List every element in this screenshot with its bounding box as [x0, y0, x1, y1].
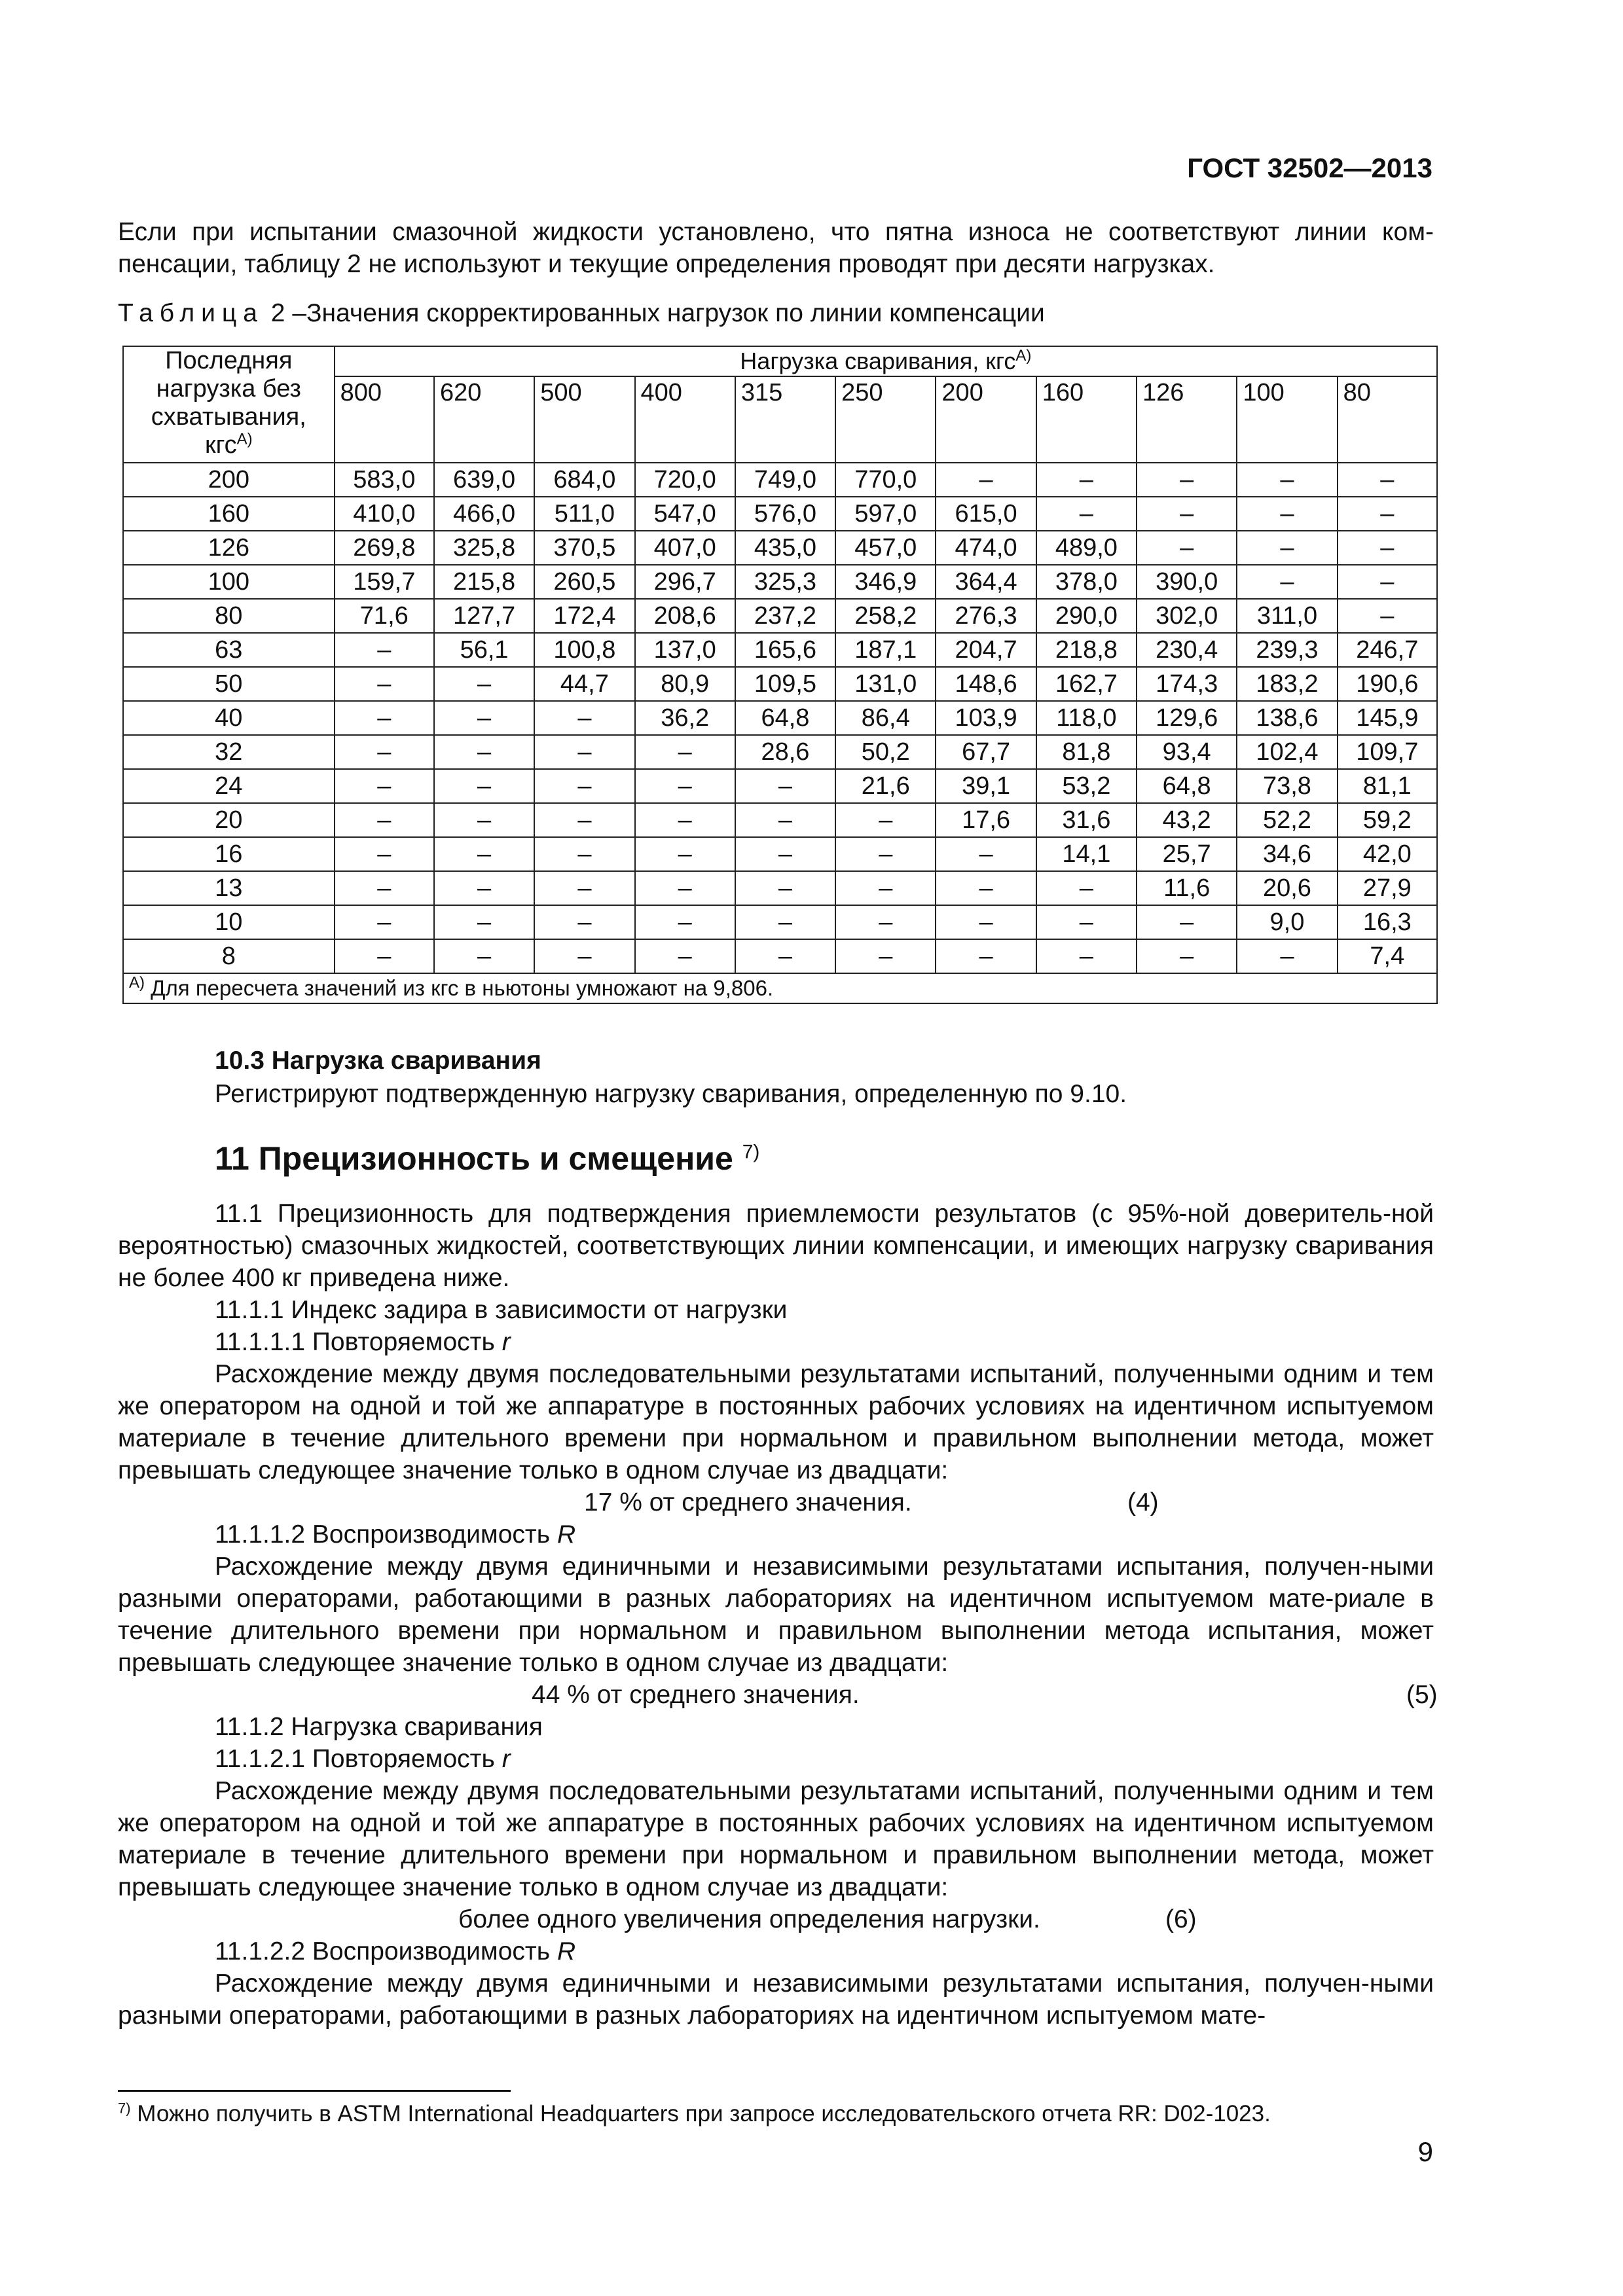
table-cell: 165,6 [735, 633, 835, 667]
row-last-load-cell: 10 [123, 905, 335, 939]
section-11-heading-text: 11 Прецизионность и смещение [215, 1140, 733, 1177]
table-cell: 378,0 [1036, 565, 1137, 599]
table-cell: 174,3 [1137, 667, 1237, 701]
table-cell: – [335, 735, 434, 769]
table-cell: – [534, 769, 634, 803]
table-caption-word: Таблица [118, 299, 264, 327]
table-cell: – [735, 939, 835, 973]
table-cell: – [434, 939, 534, 973]
col-header-last-load-sup: А) [236, 430, 253, 448]
table-cell: 138,6 [1237, 701, 1337, 735]
table-cell: 100,8 [534, 633, 634, 667]
row-last-load-cell: 20 [123, 803, 335, 837]
table-cell: 7,4 [1338, 939, 1437, 973]
table-cell: 102,4 [1237, 735, 1337, 769]
table-cell: 127,7 [434, 599, 534, 633]
row-last-load-cell: 8 [123, 939, 335, 973]
table-cell: 597,0 [835, 497, 936, 531]
table-cell: 17,6 [936, 803, 1036, 837]
formula-6-number: (6) [1165, 1905, 1197, 1933]
table-cell: 162,7 [1036, 667, 1137, 701]
table-cell: 639,0 [434, 463, 534, 497]
table-row [123, 939, 1437, 973]
table-cell: 246,7 [1338, 633, 1437, 667]
table-cell: 511,0 [534, 497, 634, 531]
table-cell: 276,3 [936, 599, 1036, 633]
table-cell: 325,3 [735, 565, 835, 599]
table-cell: – [335, 633, 434, 667]
paragraph-11-1-2-1 [215, 1743, 1434, 1775]
table-cell: – [1237, 463, 1337, 497]
load-header-cell: 800 [335, 376, 434, 463]
row-last-load-cell: 50 [123, 667, 335, 701]
repeatability-text-1: Расхождение между двумя последовательными результатами испытаний, полученными одним и тем же оператором на одной и той же аппаратуре в постоянных рабочих условиях на идентичном испытуемом материале в течение длительного времени при нормальном и правильном выполнении метода, может превышать следующее значение только в одном случае из двадцати: [118, 1360, 1434, 1484]
table-cell: – [1338, 463, 1437, 497]
row-last-load-cell: 126 [123, 531, 335, 565]
table-cell: – [335, 837, 434, 871]
formula-4: 17 % от среднего значения. [584, 1488, 912, 1516]
table-cell: – [434, 735, 534, 769]
table-cell: – [1036, 463, 1137, 497]
col-header-weld-load-sup: А) [1015, 347, 1032, 365]
table-row [123, 735, 1437, 769]
table-footnote [123, 973, 1437, 1003]
table-cell: 187,1 [835, 633, 936, 667]
table-cell: 258,2 [835, 599, 936, 633]
table-cell: 73,8 [1237, 769, 1337, 803]
table-cell: 64,8 [735, 701, 835, 735]
row-last-load-cell: 160 [123, 497, 335, 531]
table-cell: 145,9 [1338, 701, 1437, 735]
table-row [123, 463, 1437, 497]
table-row [123, 871, 1437, 905]
paragraph-11-1-1-2-text: 11.1.1.2 Воспроизводимость [215, 1520, 551, 1549]
table-cell: – [335, 939, 434, 973]
section-10-3-heading: 10.3 Нагрузка сваривания [215, 1047, 541, 1075]
table-cell: 239,3 [1237, 633, 1337, 667]
table-cell: – [434, 803, 534, 837]
table-cell: 435,0 [735, 531, 835, 565]
table-cell: 230,4 [1137, 633, 1237, 667]
section-11-heading [215, 1139, 759, 1178]
compensation-load-table [122, 346, 1438, 1004]
table-caption-number: 2 [270, 299, 285, 327]
symbol-r-2: r [501, 1745, 511, 1773]
table-cell: – [635, 905, 735, 939]
table-cell: – [335, 871, 434, 905]
row-last-load-cell: 200 [123, 463, 335, 497]
table-cell: – [735, 905, 835, 939]
table-footnote-sup: А) [129, 974, 145, 992]
load-header-cell: 80 [1338, 376, 1437, 463]
table-row [123, 905, 1437, 939]
table-cell: – [936, 837, 1036, 871]
paragraph-11-1-1-2 [215, 1518, 1434, 1551]
table-cell: – [534, 735, 634, 769]
paragraph-11-1-2-1-text: 11.1.2.1 Повторяемость [215, 1745, 495, 1773]
table-cell: 311,0 [1237, 599, 1337, 633]
table-cell: 16,3 [1338, 905, 1437, 939]
section-11-heading-sup: 7) [742, 1141, 760, 1163]
table-cell: – [835, 905, 936, 939]
table-cell: 302,0 [1137, 599, 1237, 633]
table-cell: – [335, 769, 434, 803]
row-last-load-cell: 13 [123, 871, 335, 905]
table-cell: – [1237, 531, 1337, 565]
table-cell: 137,0 [635, 633, 735, 667]
table-cell: 390,0 [1137, 565, 1237, 599]
table-cell: – [434, 667, 534, 701]
table-cell: – [635, 803, 735, 837]
table-cell: 118,0 [1036, 701, 1137, 735]
page-footnote-text: Можно получить в ASTM International Headquarters при запросе исследовательского отчета RR: D02-1023. [137, 2101, 1271, 2126]
table-cell: – [835, 939, 936, 973]
table-cell: – [335, 803, 434, 837]
table-cell: – [534, 939, 634, 973]
load-header-cell: 126 [1137, 376, 1237, 463]
table-cell: – [1137, 905, 1237, 939]
table-cell: 43,2 [1137, 803, 1237, 837]
table-cell: 489,0 [1036, 531, 1137, 565]
repeatability-text-2: Расхождение между двумя последовательными результатами испытаний, полученными одним и тем же оператором на одной и той же аппаратуре в постоянных рабочих условиях на идентичном испытуемом материале в течение длительного времени при нормальном и правильном выполнении метода, может превышать следующее значение только в одном случае из двадцати: [118, 1777, 1434, 1901]
table-cell: 172,4 [534, 599, 634, 633]
table-cell: 583,0 [335, 463, 434, 497]
table-row [123, 497, 1437, 531]
table-cell: 21,6 [835, 769, 936, 803]
reproducibility-text-2: Расхождение между двумя единичными и независимыми результатами испытания, получен-ными разными операторами, работающими в разных лабораториях на идентичном испытуемом мате- [118, 1969, 1434, 2030]
formula-5-number: (5) [1406, 1681, 1438, 1709]
table-cell: 71,6 [335, 599, 434, 633]
table-cell: – [534, 905, 634, 939]
section-10-3-text: Регистрируют подтвержденную нагрузку сваривания, определенную по 9.10. [215, 1080, 1127, 1108]
table-cell: 159,7 [335, 565, 434, 599]
table-cell: – [1137, 463, 1237, 497]
page-footnote-sup: 7) [118, 2100, 131, 2117]
reproducibility-text-1: Расхождение между двумя единичными и независимыми результатами испытания, получен-ными разными операторами, работающими в разных лабораториях на идентичном испытуемом мате-риале в течение длительного времени при нормальном и правильном выполнении метода испытания, может превышать следующее значение только в одном случае из двадцати: [118, 1552, 1434, 1677]
paragraph-11-1-2: 11.1.2 Нагрузка сваривания [215, 1713, 543, 1741]
table-cell: – [735, 837, 835, 871]
table-cell: – [434, 701, 534, 735]
formula-6: более одного увеличения определения нагрузки. [458, 1905, 1040, 1933]
table-cell: – [735, 803, 835, 837]
col-header-weld-load-text: Нагрузка сваривания, кгс [740, 348, 1016, 374]
intro-paragraph: Если при испытании смазочной жидкости установлено, что пятна износа не соответствуют линии ком-пенсации, таблицу 2 не используют и текущие определения проводят при десяти нагрузках. [118, 218, 1434, 278]
table-cell: – [735, 769, 835, 803]
load-header-cell: 200 [936, 376, 1036, 463]
table-cell: 52,2 [1237, 803, 1337, 837]
table-cell: 93,4 [1137, 735, 1237, 769]
table-cell: 36,2 [635, 701, 735, 735]
row-last-load-cell: 63 [123, 633, 335, 667]
table-cell: – [434, 871, 534, 905]
col-header-last-load [123, 346, 335, 463]
table-cell: – [335, 905, 434, 939]
row-last-load-cell: 32 [123, 735, 335, 769]
table-cell: 457,0 [835, 531, 936, 565]
table-cell: – [635, 837, 735, 871]
table-cell: – [534, 837, 634, 871]
table-cell: – [1036, 871, 1137, 905]
col-header-last-load-text: Последняя нагрузка без схватывания, кгс [151, 347, 306, 459]
table-row [123, 837, 1437, 871]
table-row [123, 667, 1437, 701]
table-cell: 204,7 [936, 633, 1036, 667]
table-row [123, 565, 1437, 599]
table-cell: – [635, 735, 735, 769]
row-last-load-cell: 16 [123, 837, 335, 871]
table-cell: – [335, 667, 434, 701]
table-cell: 14,1 [1036, 837, 1137, 871]
load-header-cell: 620 [434, 376, 534, 463]
table-cell: 684,0 [534, 463, 634, 497]
table-row [123, 769, 1437, 803]
table-cell: – [534, 701, 634, 735]
table-cell: 109,5 [735, 667, 835, 701]
table-cell: 131,0 [835, 667, 936, 701]
symbol-r-1: r [501, 1328, 511, 1356]
table-row [123, 599, 1437, 633]
table-cell: 296,7 [635, 565, 735, 599]
table-cell: 67,7 [936, 735, 1036, 769]
table-cell: 109,7 [1338, 735, 1437, 769]
table-cell: 466,0 [434, 497, 534, 531]
table-cell: 25,7 [1137, 837, 1237, 871]
table-cell: 44,7 [534, 667, 634, 701]
paragraph-11-1-1-1-text: 11.1.1.1 Повторяемость [215, 1328, 495, 1356]
table-cell: 103,9 [936, 701, 1036, 735]
table-cell: – [635, 769, 735, 803]
table-cell: – [1338, 531, 1437, 565]
table-cell: – [1036, 939, 1137, 973]
table-cell: – [534, 871, 634, 905]
table-cell: – [1137, 939, 1237, 973]
paragraph-11-1-2-2 [215, 1935, 1434, 1967]
table-footnote-text: Для пересчета значений из кгс в ньютоны умножают на 9,806. [151, 976, 774, 1000]
load-header-cell: 160 [1036, 376, 1137, 463]
table-cell: 325,8 [434, 531, 534, 565]
table-row [123, 531, 1437, 565]
table-cell: – [1036, 905, 1137, 939]
table-cell: – [735, 871, 835, 905]
table-cell: 237,2 [735, 599, 835, 633]
table-row [123, 701, 1437, 735]
table-cell: 615,0 [936, 497, 1036, 531]
table-cell: 770,0 [835, 463, 936, 497]
table-cell: 86,4 [835, 701, 936, 735]
table-cell: – [534, 803, 634, 837]
table-cell: 410,0 [335, 497, 434, 531]
table-cell: 129,6 [1137, 701, 1237, 735]
symbol-R-2: R [556, 1937, 576, 1965]
table-cell: 11,6 [1137, 871, 1237, 905]
paragraph-11-1-1-1 [215, 1326, 1434, 1358]
table-cell: 720,0 [635, 463, 735, 497]
table-cell: 39,1 [936, 769, 1036, 803]
table-cell: – [936, 905, 1036, 939]
table-cell: – [1137, 531, 1237, 565]
load-header-cell: 315 [735, 376, 835, 463]
table-cell: – [936, 871, 1036, 905]
table-cell: 547,0 [635, 497, 735, 531]
table-cell: 269,8 [335, 531, 434, 565]
table-caption [118, 297, 1045, 330]
table-cell: 290,0 [1036, 599, 1137, 633]
table-cell: 80,9 [635, 667, 735, 701]
table-cell: – [1338, 599, 1437, 633]
table-cell: – [1137, 497, 1237, 531]
table-cell: 28,6 [735, 735, 835, 769]
symbol-R-1: R [556, 1520, 576, 1549]
table-cell: – [1237, 565, 1337, 599]
formula-4-number: (4) [1127, 1488, 1159, 1516]
table-cell: 364,4 [936, 565, 1036, 599]
formula-5: 44 % от среднего значения. [532, 1681, 860, 1709]
table-cell: – [936, 463, 1036, 497]
table-cell: 31,6 [1036, 803, 1137, 837]
paragraph-11-1-2-2-text: 11.1.2.2 Воспроизводимость [215, 1937, 551, 1965]
table-cell: 50,2 [835, 735, 936, 769]
table-caption-text: –Значения скорректированных нагрузок по линии компенсации [292, 299, 1045, 327]
table-cell: 148,6 [936, 667, 1036, 701]
table-cell: – [434, 769, 534, 803]
table-cell: – [835, 803, 936, 837]
table-cell: – [434, 905, 534, 939]
table-cell: 218,8 [1036, 633, 1137, 667]
table-cell: – [434, 837, 534, 871]
paragraph-11-1-1: 11.1.1 Индекс задира в зависимости от нагрузки [215, 1296, 788, 1324]
load-header-cell: 500 [534, 376, 634, 463]
table-cell: – [835, 871, 936, 905]
table-cell: – [936, 939, 1036, 973]
table-cell: 64,8 [1137, 769, 1237, 803]
table-cell: 215,8 [434, 565, 534, 599]
table-cell: 81,8 [1036, 735, 1137, 769]
table-cell: 9,0 [1237, 905, 1337, 939]
row-last-load-cell: 100 [123, 565, 335, 599]
table-cell: 208,6 [635, 599, 735, 633]
table-cell: 190,6 [1338, 667, 1437, 701]
table-row [123, 803, 1437, 837]
table-cell: 407,0 [635, 531, 735, 565]
page-number: 9 [1417, 2136, 1433, 2167]
table-cell: – [1338, 497, 1437, 531]
table-cell: 42,0 [1338, 837, 1437, 871]
page-footnote [118, 2100, 1271, 2128]
table-cell: – [835, 837, 936, 871]
row-last-load-cell: 40 [123, 701, 335, 735]
table-cell: 749,0 [735, 463, 835, 497]
table-cell: – [1237, 497, 1337, 531]
load-header-cell: 250 [835, 376, 936, 463]
table-cell: 56,1 [434, 633, 534, 667]
table-cell: 474,0 [936, 531, 1036, 565]
table-cell: – [1338, 565, 1437, 599]
table-cell: – [335, 701, 434, 735]
table-cell: 370,5 [534, 531, 634, 565]
table-cell: 183,2 [1237, 667, 1337, 701]
footnote-separator [118, 2090, 511, 2092]
table-cell: – [635, 871, 735, 905]
row-last-load-cell: 80 [123, 599, 335, 633]
table-cell: – [635, 939, 735, 973]
paragraph-11-1: 11.1 Прецизионность для подтверждения приемлемости результатов (с 95%-ной доверитель-ной вероятностью) смазочных жидкостей, соответствующих линии компенсации, и имеющих нагрузку сваривания не более 400 кг приведена ниже. [118, 1200, 1434, 1292]
table-cell: – [1237, 939, 1337, 973]
table-cell: 27,9 [1338, 871, 1437, 905]
standard-code: ГОСТ 32502—2013 [1187, 152, 1432, 183]
table-cell: 34,6 [1237, 837, 1337, 871]
col-header-weld-load [335, 346, 1437, 376]
table-cell: 260,5 [534, 565, 634, 599]
load-header-cell: 400 [635, 376, 735, 463]
table-cell: 20,6 [1237, 871, 1337, 905]
load-header-cell: 100 [1237, 376, 1337, 463]
table-cell: 346,9 [835, 565, 936, 599]
table-cell: 81,1 [1338, 769, 1437, 803]
table-cell: – [1036, 497, 1137, 531]
table-cell: 576,0 [735, 497, 835, 531]
table-cell: 59,2 [1338, 803, 1437, 837]
table-cell: 53,2 [1036, 769, 1137, 803]
table-row [123, 633, 1437, 667]
row-last-load-cell: 24 [123, 769, 335, 803]
